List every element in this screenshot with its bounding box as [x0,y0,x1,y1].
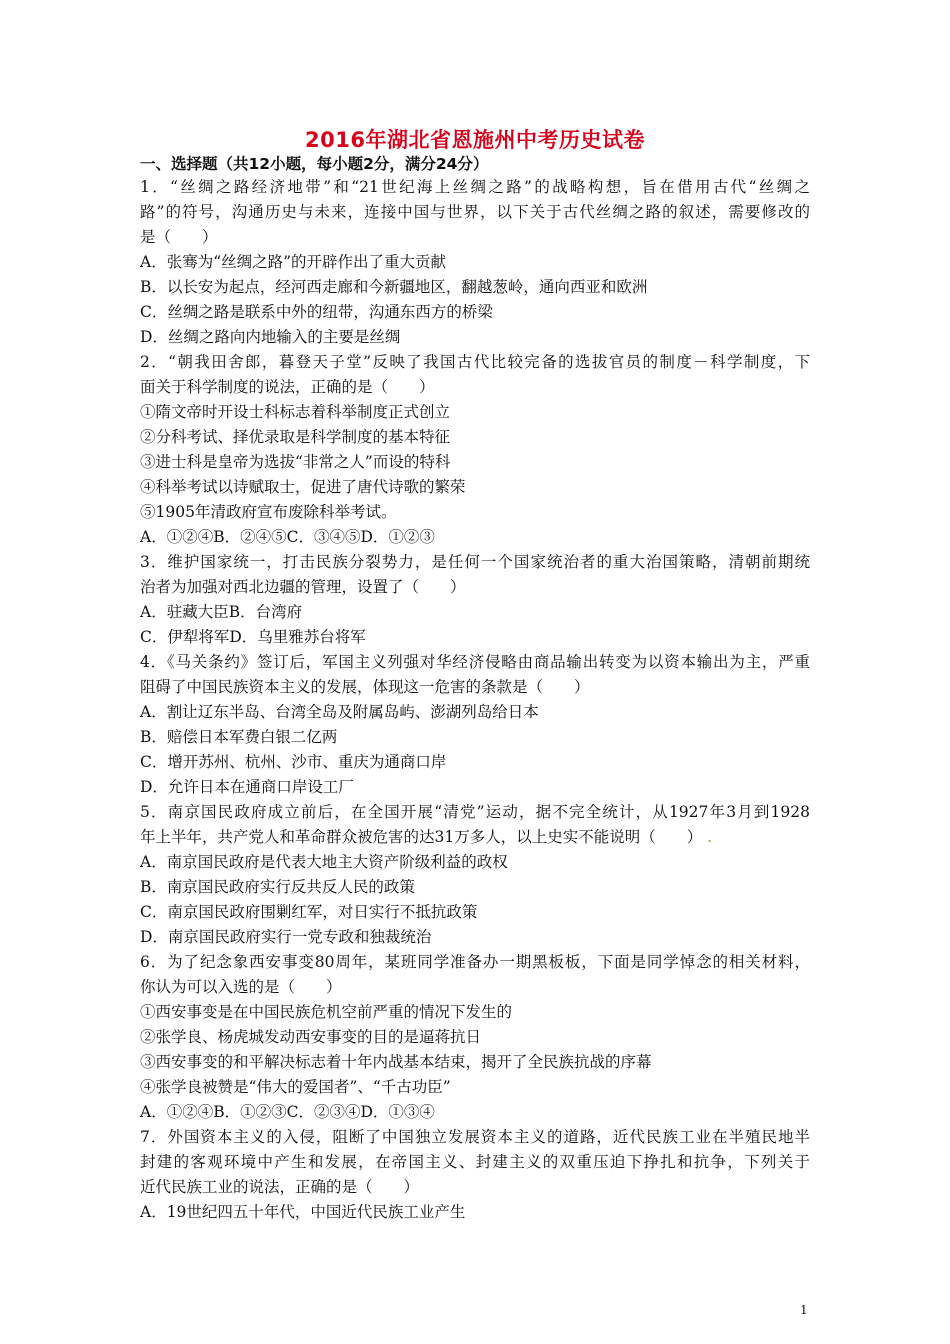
q3-options-ab: A．驻藏大臣B．台湾府 [140,603,303,621]
q3-stem-line-2: 治者为加强对西北边疆的管理，设置了（ ） [140,578,466,596]
q2-statement-3: ③进士科是皇帝为选拔“非常之人”而设的特科 [140,453,451,471]
q1-option-c: C．丝绸之路是联系中外的纽带，沟通东西方的桥梁 [140,303,493,321]
q6-stem-line-1: 6．为了纪念象西安事变80周年，某班同学准备办一期黑板板，下面是同学悼念的相关材料， [140,953,810,971]
q4-stem-line-2: 阻碍了中国民族资本主义的发展，体现这一危害的条款是（ ） [140,678,590,696]
q4-option-d: D．允许日本在通商口岸设工厂 [140,778,354,796]
q5-option-c: C．南京国民政府围剿红军，对日实行不抵抗政策 [140,903,478,921]
q1-option-a: A．张骞为“丝绸之路”的开辟作出了重大贡献 [140,253,447,271]
q5-stem-line-2 [140,827,712,847]
q5-option-b: B．南京国民政府实行反共反人民的政策 [140,878,415,896]
q1-stem-line-1: 1．“丝绸之路经济地带”和“21世纪海上丝绸之路”的战略构想，旨在借用古代“丝绸之 [140,178,810,196]
q3-options-cd: C．伊犁将军D．乌里雅苏台将军 [140,628,366,646]
q6-statement-2: ②张学良、杨虎城发动西安事变的目的是逼蒋抗日 [140,1028,482,1046]
q7-stem-line-3: 近代民族工业的说法，正确的是（ ） [140,1178,420,1196]
q6-statement-1: ①西安事变是在中国民族危机空前严重的情况下发生的 [140,1003,513,1021]
q4-option-a: A．割让辽东半岛、台湾全岛及附属岛屿、澎湖列岛给日本 [140,703,539,721]
page-number: 1 [800,1303,808,1317]
section-heading: 一、选择题（共12小题，每小题2分，满分24分） [140,155,489,173]
q6-statement-3: ③西安事变的和平解决标志着十年内战基本结束，揭开了全民族抗战的序幕 [140,1053,652,1071]
stray-dot-mark: . [702,828,713,846]
page-title: 2016年湖北省恩施州中考历史试卷 [305,128,645,152]
q3-stem-line-1: 3．维护国家统一，打击民族分裂势力，是任何一个国家统治者的重大治国策略，清朝前期统 [140,553,810,571]
q4-stem-line-1: 4．《马关条约》签订后，军国主义列强对华经济侵略由商品输出转变为以资本输出为主，严重 [140,653,810,671]
q1-option-d: D．丝绸之路向内地输入的主要是丝绸 [140,328,401,346]
q5-stem-line-1: 5．南京国民政府成立前后，在全国开展“清党”运动，据不完全统计，从1927年3月到1928 [140,803,810,821]
q5-option-d: D．南京国民政府实行一党专政和独裁统治 [140,928,432,946]
q1-option-b: B．以长安为起点，经河西走廊和今新疆地区，翻越葱岭，通向西亚和欧洲 [140,278,648,296]
q6-options: A．①②④B．①②③C．②③④D．①③④ [140,1103,435,1121]
q7-option-a: A．19世纪四五十年代，中国近代民族工业产生 [140,1203,466,1221]
q5-option-a: A．南京国民政府是代表大地主大资产阶级利益的政权 [140,853,508,871]
q2-options: A．①②④B．②④⑤C．③④⑤D．①②③ [140,528,435,546]
q7-stem-line-1: 7．外国资本主义的入侵，阻断了中国独立发展资本主义的道路，近代民族工业在半殖民地半 [140,1128,810,1146]
q7-stem-line-2: 封建的客观环境中产生和发展，在帝国主义、封建主义的双重压迫下挣扎和抗争，下列关于 [140,1153,810,1171]
q2-statement-2: ②分科考试、择优录取是科学制度的基本特征 [140,428,451,446]
q5-stem-line-2-text: 年上半年，共产党人和革命群众被危害的达31万多人，以上史实不能说明（ ） [140,828,703,846]
q2-statement-4: ④科举考试以诗赋取士，促进了唐代诗歌的繁荣 [140,478,466,496]
q2-statement-5: ⑤1905年清政府宣布废除科举考试。 [140,503,397,521]
q1-stem-line-3: 是（ ） [140,228,218,246]
q1-stem-line-2: 路”的符号，沟通历史与未来，连接中国与世界，以下关于古代丝绸之路的叙述，需要修改的 [140,203,810,221]
q4-option-c: C．增开苏州、杭州、沙市、重庆为通商口岸 [140,753,447,771]
q6-statement-4: ④张学良被赞是“伟大的爱国者”、“千古功臣” [140,1078,451,1096]
q2-stem-line-1: 2．“朝我田舍郎，暮登天子堂”反映了我国古代比较完备的选拔官员的制度－科学制度，下 [140,353,810,371]
q2-statement-1: ①隋文帝时开设士科标志着科举制度正式创立 [140,403,451,421]
q6-stem-line-2: 你认为可以入选的是（ ） [140,978,342,996]
q2-stem-line-2: 面关于科学制度的说法，正确的是（ ） [140,378,435,396]
q4-option-b: B．赔偿日本军费白银二亿两 [140,728,338,746]
